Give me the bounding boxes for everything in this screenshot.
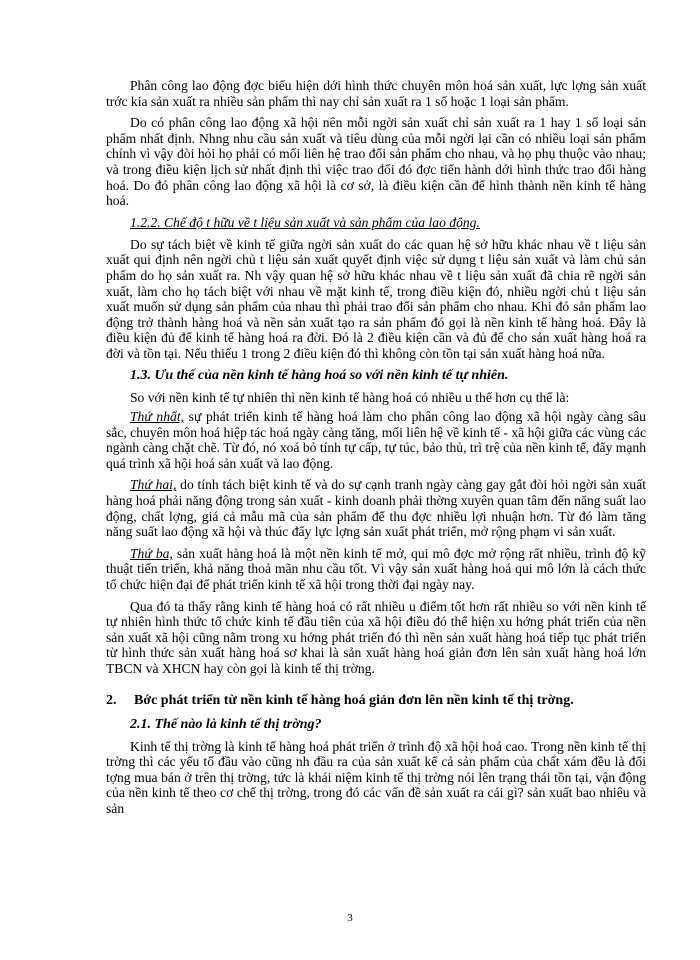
point-text: do tính tách biệt kinh tế và do sự cạnh tranh ngày càng gay gắt đòi hỏi ngời sản xuất hàng hoá phải năng động trong sản xuất - kinh doanh phải thờng xuyên quan tâm đến năng suất lao động, chất lợng, giá cả mẫu mã của sản phẩm để thu đợc nhiều lợi nhuận hơn. Từ đó làm tăng năng suất lao động xã hội và thúc đẩy lực lợng sản xuất phát triển, mở rộng phạm vi sản xuất. <box>106 477 646 540</box>
section-heading-1-2-2: 1.2.2. Chế độ t hữu về t liệu sản xuất và sản phẩm của lao động. <box>130 214 480 230</box>
section-heading-2 <box>106 693 646 709</box>
point-label: Thứ nhất, <box>130 409 184 425</box>
point-label: Thứ ba, <box>130 545 173 561</box>
point-text: sản xuất hàng hoá là một nền kinh tế mở, qui mô đợc mở rộng rất nhiều, trình độ kỹ thuật tiến triển, khả năng thoả mãn nhu cầu tốt. Vì vậy sản xuất hàng hoá qui mô lớn là cách thức tổ chức hiện đại để phát triển kinh tế xã hội trong thời đại ngày nay. <box>106 545 646 593</box>
section-title: Bớc phát triển từ nền kinh tế hàng hoá giản đơn lên nền kinh tế thị trờng. <box>134 692 574 708</box>
paragraph: Kinh tế thị trờng là kinh tế hàng hoá phát triển ở trình độ xã hội hoá cao. Trong nền kinh tế thị trờng thì các yếu tố đầu vào cũng nh đầu ra của sản xuất kể cả sản phẩm của chất xám đều là đối tợng mua bán ở trên thị trờng, tức là khái niệm kinh tế thị trờng nói lên trạng thái tồn tại, vận động của nền kinh tế theo cơ chế thị trờng, trong đó các vấn đề sản xuất ra cái gì? sản xuất bao nhiêu và sản <box>106 738 646 816</box>
paragraph: Qua đó ta thấy rằng kinh tế hàng hoá có rất nhiều u điểm tốt hơn rất nhiều so với nền kinh tế tự nhiên hình thức tổ chức kinh tế đầu tiên của xã hội điều đó thể hiện xu hớng phát triển của nền sản xuất xã hội cũng nằm trong xu hớng phát triển đó thì nền sản xuất hàng hoá tiếp tục phát triển từ hình thức sản xuất hàng hoá sơ khai là sản xuất hàng hoá giản đơn lên sản xuất hàng hoá lớn TBCN và XHCN hay còn gọi là kinh tế thị trờng. <box>106 598 646 676</box>
document-body <box>106 78 646 823</box>
point-text: sự phát triển kinh tế hàng hoá làm cho phân công lao động xã hội ngày càng sâu sắc, chuyên môn hoá hiệp tác hoá ngày càng tăng, mối liên hệ về kinh tế - xã hội giữa các vùng các ngành càng chặt chẽ. Từ đó, nó xoá bỏ tính tự cấp, tự túc, bảo thủ, trì trệ của nền kinh tế, đẩy mạnh quá trình xã hội hoá sản xuất và lao động. <box>106 409 646 471</box>
page-number: 3 <box>347 912 353 924</box>
paragraph: Do sự tách biệt về kinh tế giữa ngời sản xuất do các quan hệ sở hữu khác nhau về t liệu sản xuất qui định nên ngời chủ t liệu sản xuất quyết định việc sử dụng t liệu sản xuất và làm chủ sản phẩm do họ sản xuất ra. Nh vậy quan hệ sở hữu khác nhau về t liệu sản xuất đã chia rẽ ngời sản xuất, làm cho họ tách biệt với nhau về mặt kinh tế, trong điều kiện đó, nhiều ngời chủ t liệu sản xuất muốn sử dụng sản phẩm của nhau thì phải trao đổi sản phẩm cho nhau. Khi đó sản phẩm lao động trở thành hàng hoá và nền sản xuất tạo ra sản phẩm đó gọi là nền kinh tế hàng hoá. Đây là điều kiện đủ để kinh tế hàng hoá ra đời. Đó là 2 điều kiện cần và đủ để cho sản xuất hàng hoá ra đời và tồn tại. Nếu thiếu 1 trong 2 điều kiện đó thì không còn tồn tại sản xuất hàng hoá nữa. <box>106 236 646 361</box>
paragraph: So với nền kinh tế tự nhiên thì nền kinh tế hàng hoá có nhiều u thế hơn cụ thể là: <box>130 389 570 405</box>
section-heading-1-3: 1.3. Ưu thế của nền kinh tế hàng hoá so với nền kinh tế tự nhiên. <box>130 367 509 383</box>
paragraph <box>106 477 646 539</box>
paragraph <box>106 546 646 593</box>
point-label: Thứ hai, <box>130 477 177 493</box>
section-heading-2-1: 2.1. Thế nào là kinh tế thị trờng? <box>130 716 322 732</box>
section-number: 2. <box>106 692 117 708</box>
paragraph <box>106 409 646 471</box>
paragraph: Do có phân công lao động xã hội nên mỗi ngời sản xuất chỉ sản xuất ra 1 hay 1 số loại sản phẩm nhất định. Nhng nhu cầu sản xuất và tiêu dùng của mỗi ngời lại cần có nhiều loại sản phẩm chính vì vậy đòi hỏi họ phải có mối liên hệ trao đổi sản phẩm cho nhau, và họ phụ thuộc vào nhau; và trong điều kiện lịch sử nhất định thì việc trao đổi đó đợc tiến hành dới hình thức trao đổi hàng hoá. Do đó phân công lao động xã hội là cơ sở, là điều kiện cần để hình thành nền kinh tế hàng hoá. <box>106 115 646 209</box>
paragraph: Phân công lao động đợc biểu hiện dới hình thức chuyên môn hoá sản xuất, lực lợng sản xuất trớc kia sản xuất ra nhiều sản phẩm thì nay chỉ sản xuất ra 1 số hoặc 1 loại sản phẩm. <box>106 78 646 109</box>
